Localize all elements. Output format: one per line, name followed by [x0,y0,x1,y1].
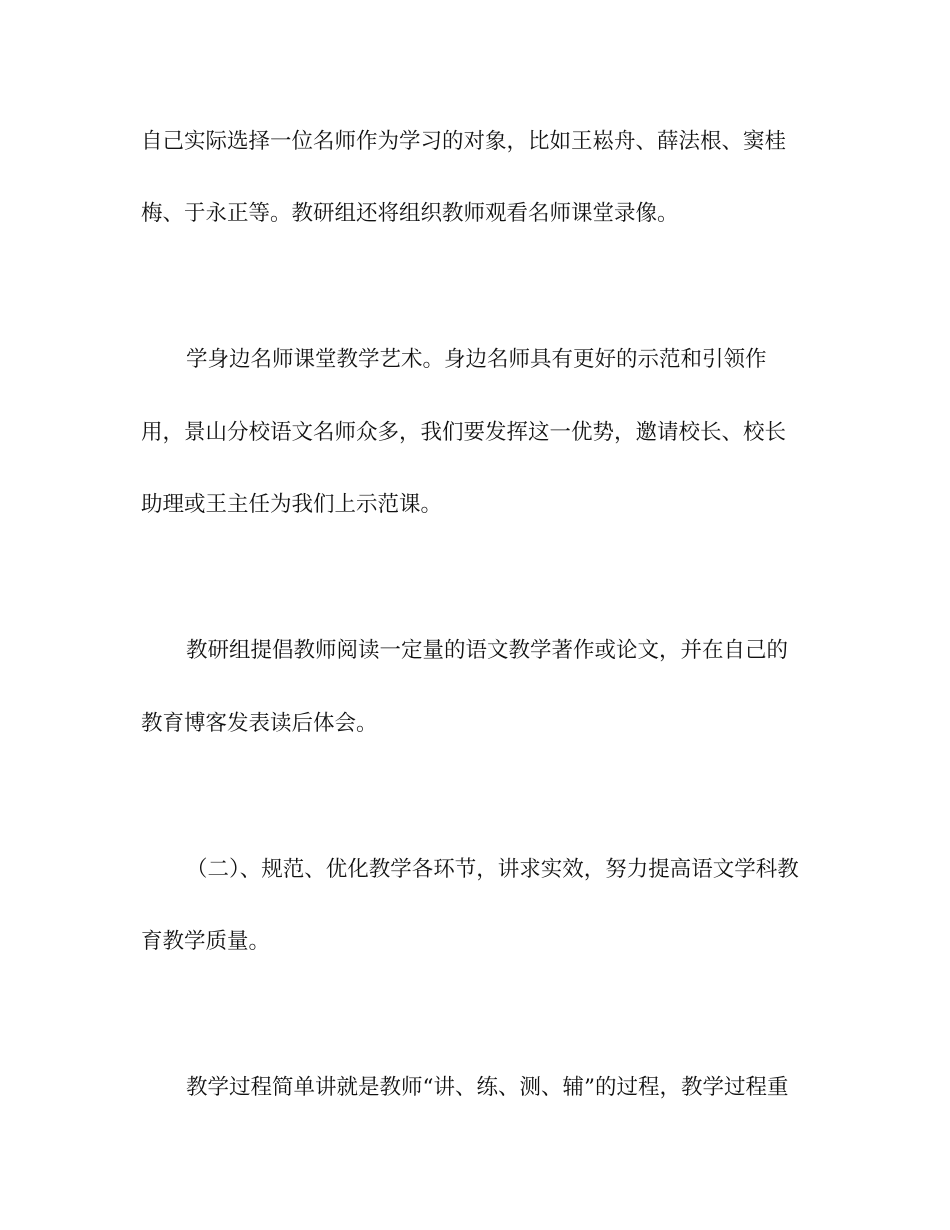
text-line-6: 教研组提倡教师阅读一定量的语文教学著作或论文，并在自己的 [186,638,789,663]
text-line-8: （二）、规范、优化教学各环节，讲求实效，努力提高语文学科教 [186,857,799,882]
text-line-3: 学身边名师课堂教学艺术。身边名师具有更好的示范和引领作 [186,347,767,372]
text-line-5: 助理或王主任为我们上示范课。 [141,492,443,517]
text-line-7: 教育博客发表读后体会。 [141,711,378,736]
text-line-2: 梅、于永正等。教研组还将组织教师观看名师课堂录像。 [141,201,679,226]
text-line-10: 教学过程简单讲就是教师“讲、练、测、辅”的过程，教学过程重 [186,1075,789,1100]
text-line-9: 育教学质量。 [141,929,271,954]
text-line-1: 自己实际选择一位名师作为学习的对象，比如王崧舟、薛法根、窦桂 [141,129,787,154]
text-line-4: 用，景山分校语文名师众多，我们要发挥这一优势，邀请校长、校长 [141,420,787,445]
